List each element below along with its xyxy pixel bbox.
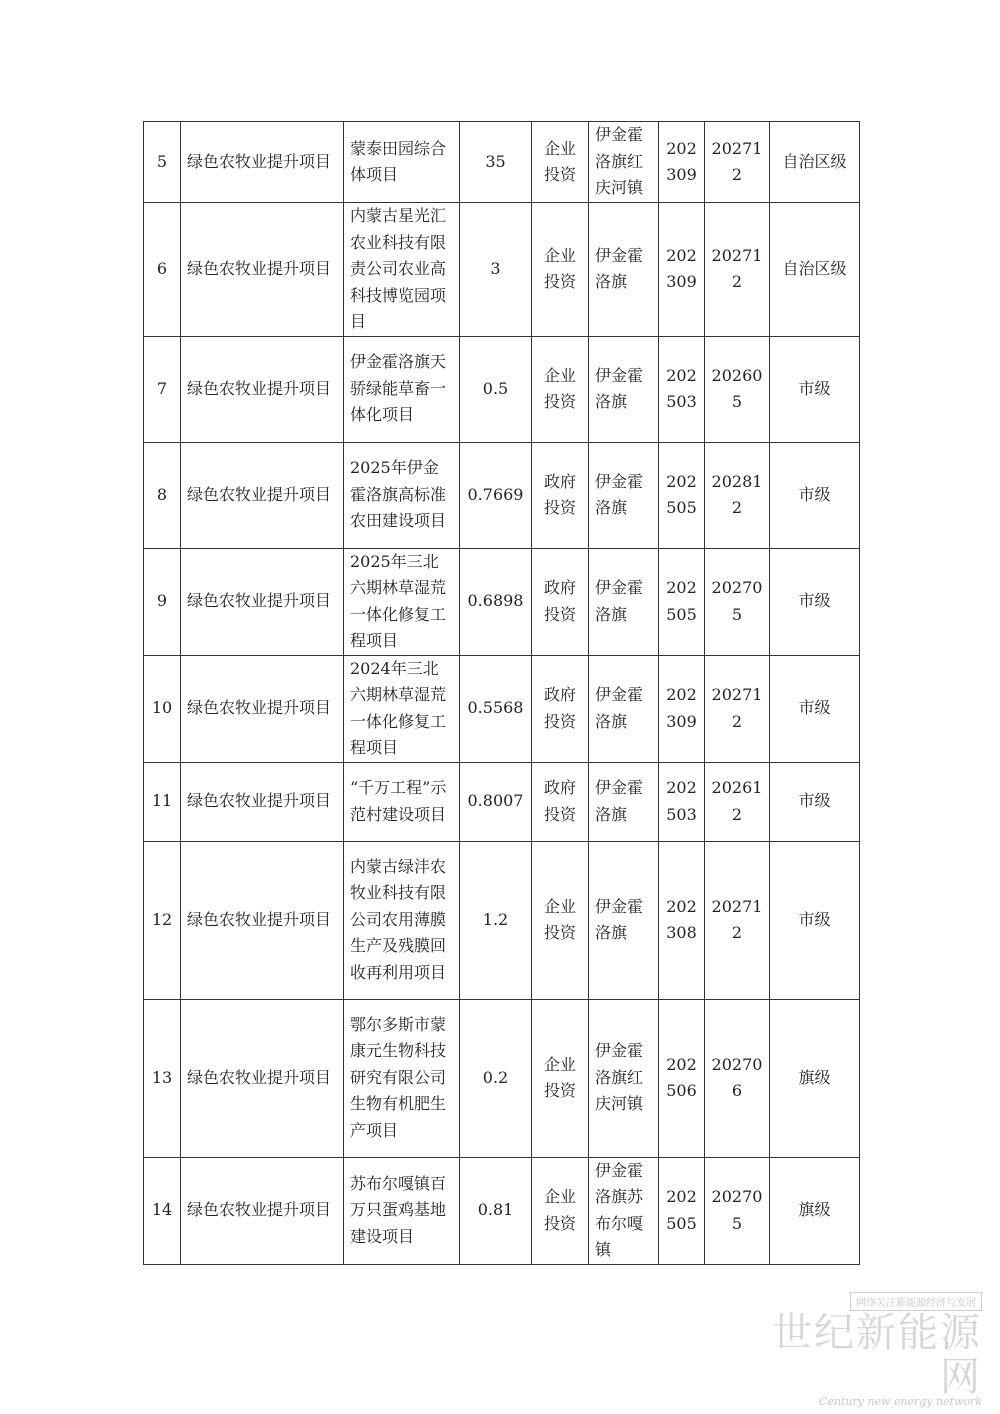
investment-type: 政府投资 <box>532 442 589 548</box>
project-level: 旗级 <box>770 999 860 1157</box>
project-level: 自治区级 <box>770 203 860 337</box>
investment-type: 企业投资 <box>532 336 589 442</box>
investment-amount: 0.7669 <box>460 442 532 548</box>
start-date: 202505 <box>659 1157 705 1264</box>
investment-amount: 0.5 <box>460 336 532 442</box>
end-date: 202812 <box>705 442 770 548</box>
watermark-tagline: 网络关注新能源经济与发展 <box>850 1292 982 1311</box>
project-level: 市级 <box>770 762 860 841</box>
project-table <box>143 121 860 1265</box>
investment-type: 企业投资 <box>532 841 589 999</box>
start-date: 202503 <box>659 336 705 442</box>
project-name: 内蒙古星光汇农业科技有限责公司农业高科技博览园项目 <box>344 203 460 337</box>
table-row <box>144 203 860 337</box>
project-name: 2025年伊金霍洛旗高标准农田建设项目 <box>344 442 460 548</box>
end-date: 202705 <box>705 548 770 655</box>
project-level: 自治区级 <box>770 122 860 203</box>
investment-amount: 1.2 <box>460 841 532 999</box>
investment-amount: 0.2 <box>460 999 532 1157</box>
project-category: 绿色农牧业提升项目 <box>181 122 344 203</box>
table-row <box>144 999 860 1157</box>
table-row <box>144 442 860 548</box>
table-row <box>144 762 860 841</box>
investment-amount: 0.5568 <box>460 655 532 762</box>
project-location: 伊金霍洛旗 <box>589 336 659 442</box>
start-date: 202309 <box>659 122 705 203</box>
project-category: 绿色农牧业提升项目 <box>181 203 344 337</box>
project-name: 2025年三北六期林草湿荒一体化修复工程项目 <box>344 548 460 655</box>
start-date: 202309 <box>659 655 705 762</box>
project-name: 内蒙古绿沣农牧业科技有限公司农用薄膜生产及残膜回收再利用项目 <box>344 841 460 999</box>
row-number: 12 <box>144 841 181 999</box>
watermark-english: Century new energy network <box>818 1395 982 1408</box>
row-number: 6 <box>144 203 181 337</box>
start-date: 202506 <box>659 999 705 1157</box>
investment-type: 政府投资 <box>532 548 589 655</box>
table-row <box>144 122 860 203</box>
project-location: 伊金霍洛旗 <box>589 841 659 999</box>
project-category: 绿色农牧业提升项目 <box>181 762 344 841</box>
project-name: 2024年三北六期林草湿荒一体化修复工程项目 <box>344 655 460 762</box>
end-date: 202612 <box>705 762 770 841</box>
project-location: 伊金霍洛旗红庆河镇 <box>589 999 659 1157</box>
table-row <box>144 548 860 655</box>
project-location: 伊金霍洛旗 <box>589 442 659 548</box>
table-row <box>144 336 860 442</box>
project-level: 旗级 <box>770 1157 860 1264</box>
project-name: 伊金霍洛旗天骄绿能草畜一体化项目 <box>344 336 460 442</box>
row-number: 8 <box>144 442 181 548</box>
start-date: 202505 <box>659 548 705 655</box>
project-location: 伊金霍洛旗 <box>589 548 659 655</box>
end-date: 202712 <box>705 655 770 762</box>
table-row <box>144 1157 860 1264</box>
project-location: 伊金霍洛旗 <box>589 762 659 841</box>
table-row <box>144 841 860 999</box>
start-date: 202309 <box>659 203 705 337</box>
row-number: 5 <box>144 122 181 203</box>
project-category: 绿色农牧业提升项目 <box>181 442 344 548</box>
row-number: 14 <box>144 1157 181 1264</box>
investment-amount: 3 <box>460 203 532 337</box>
start-date: 202503 <box>659 762 705 841</box>
investment-amount: 35 <box>460 122 532 203</box>
project-level: 市级 <box>770 841 860 999</box>
project-name: 鄂尔多斯市蒙康元生物科技研究有限公司生物有机肥生产项目 <box>344 999 460 1157</box>
investment-type: 政府投资 <box>532 655 589 762</box>
row-number: 10 <box>144 655 181 762</box>
row-number: 9 <box>144 548 181 655</box>
project-category: 绿色农牧业提升项目 <box>181 548 344 655</box>
end-date: 202605 <box>705 336 770 442</box>
investment-amount: 0.6898 <box>460 548 532 655</box>
start-date: 202505 <box>659 442 705 548</box>
investment-type: 政府投资 <box>532 762 589 841</box>
project-category: 绿色农牧业提升项目 <box>181 655 344 762</box>
project-location: 伊金霍洛旗 <box>589 655 659 762</box>
project-level: 市级 <box>770 548 860 655</box>
project-name: “千万工程”示范村建设项目 <box>344 762 460 841</box>
project-name: 蒙泰田园综合体项目 <box>344 122 460 203</box>
investment-amount: 0.81 <box>460 1157 532 1264</box>
row-number: 7 <box>144 336 181 442</box>
investment-type: 企业投资 <box>532 1157 589 1264</box>
project-level: 市级 <box>770 442 860 548</box>
project-location: 伊金霍洛旗 <box>589 203 659 337</box>
row-number: 11 <box>144 762 181 841</box>
end-date: 202712 <box>705 122 770 203</box>
start-date: 202308 <box>659 841 705 999</box>
investment-type: 企业投资 <box>532 122 589 203</box>
project-category: 绿色农牧业提升项目 <box>181 336 344 442</box>
watermark-name: 世纪新能源网 <box>772 1310 982 1400</box>
end-date: 202712 <box>705 203 770 337</box>
end-date: 202706 <box>705 999 770 1157</box>
investment-type: 企业投资 <box>532 203 589 337</box>
investment-type: 企业投资 <box>532 999 589 1157</box>
investment-amount: 0.8007 <box>460 762 532 841</box>
site-watermark <box>772 1291 982 1408</box>
project-location: 伊金霍洛旗苏布尔嘎镇 <box>589 1157 659 1264</box>
project-category: 绿色农牧业提升项目 <box>181 999 344 1157</box>
project-level: 市级 <box>770 336 860 442</box>
project-name: 苏布尔嘎镇百万只蛋鸡基地建设项目 <box>344 1157 460 1264</box>
project-category: 绿色农牧业提升项目 <box>181 841 344 999</box>
project-location: 伊金霍洛旗红庆河镇 <box>589 122 659 203</box>
end-date: 202705 <box>705 1157 770 1264</box>
table-row <box>144 655 860 762</box>
project-category: 绿色农牧业提升项目 <box>181 1157 344 1264</box>
project-level: 市级 <box>770 655 860 762</box>
row-number: 13 <box>144 999 181 1157</box>
end-date: 202712 <box>705 841 770 999</box>
